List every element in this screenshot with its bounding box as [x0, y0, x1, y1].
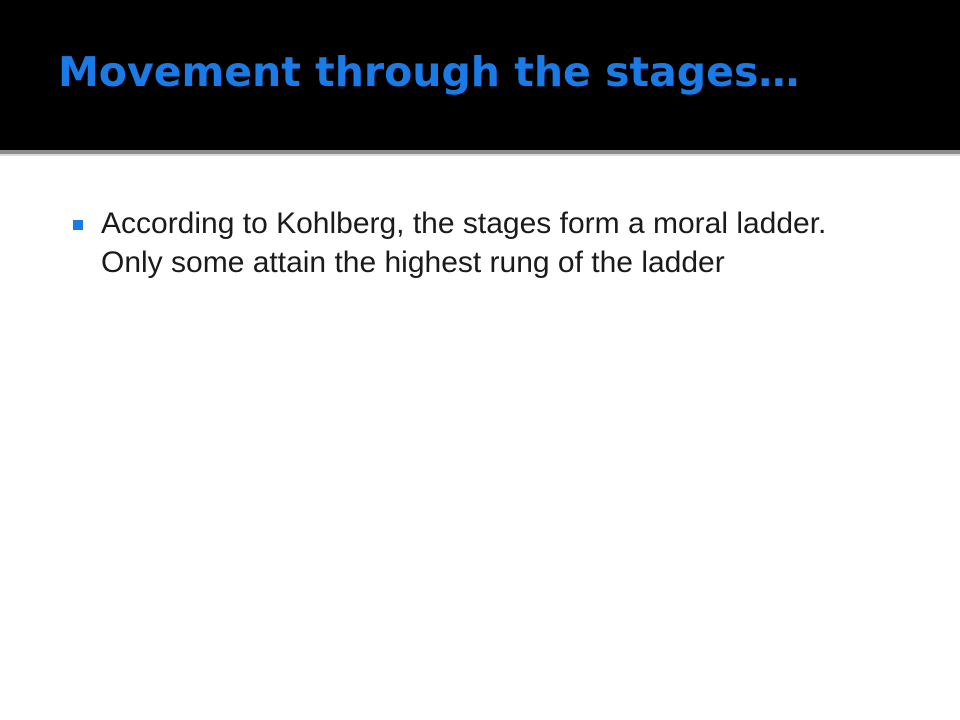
slide-content — [73, 204, 893, 282]
bullet-item — [73, 204, 893, 282]
square-bullet-icon — [73, 220, 83, 230]
title-divider-highlight — [0, 154, 960, 156]
slide-title: Movement through the stages… — [58, 48, 800, 96]
title-bar — [0, 0, 960, 150]
bullet-text: According to Kohlberg, the stages form a moral ladder. Only some attain the highest rung of the ladder — [101, 207, 827, 279]
